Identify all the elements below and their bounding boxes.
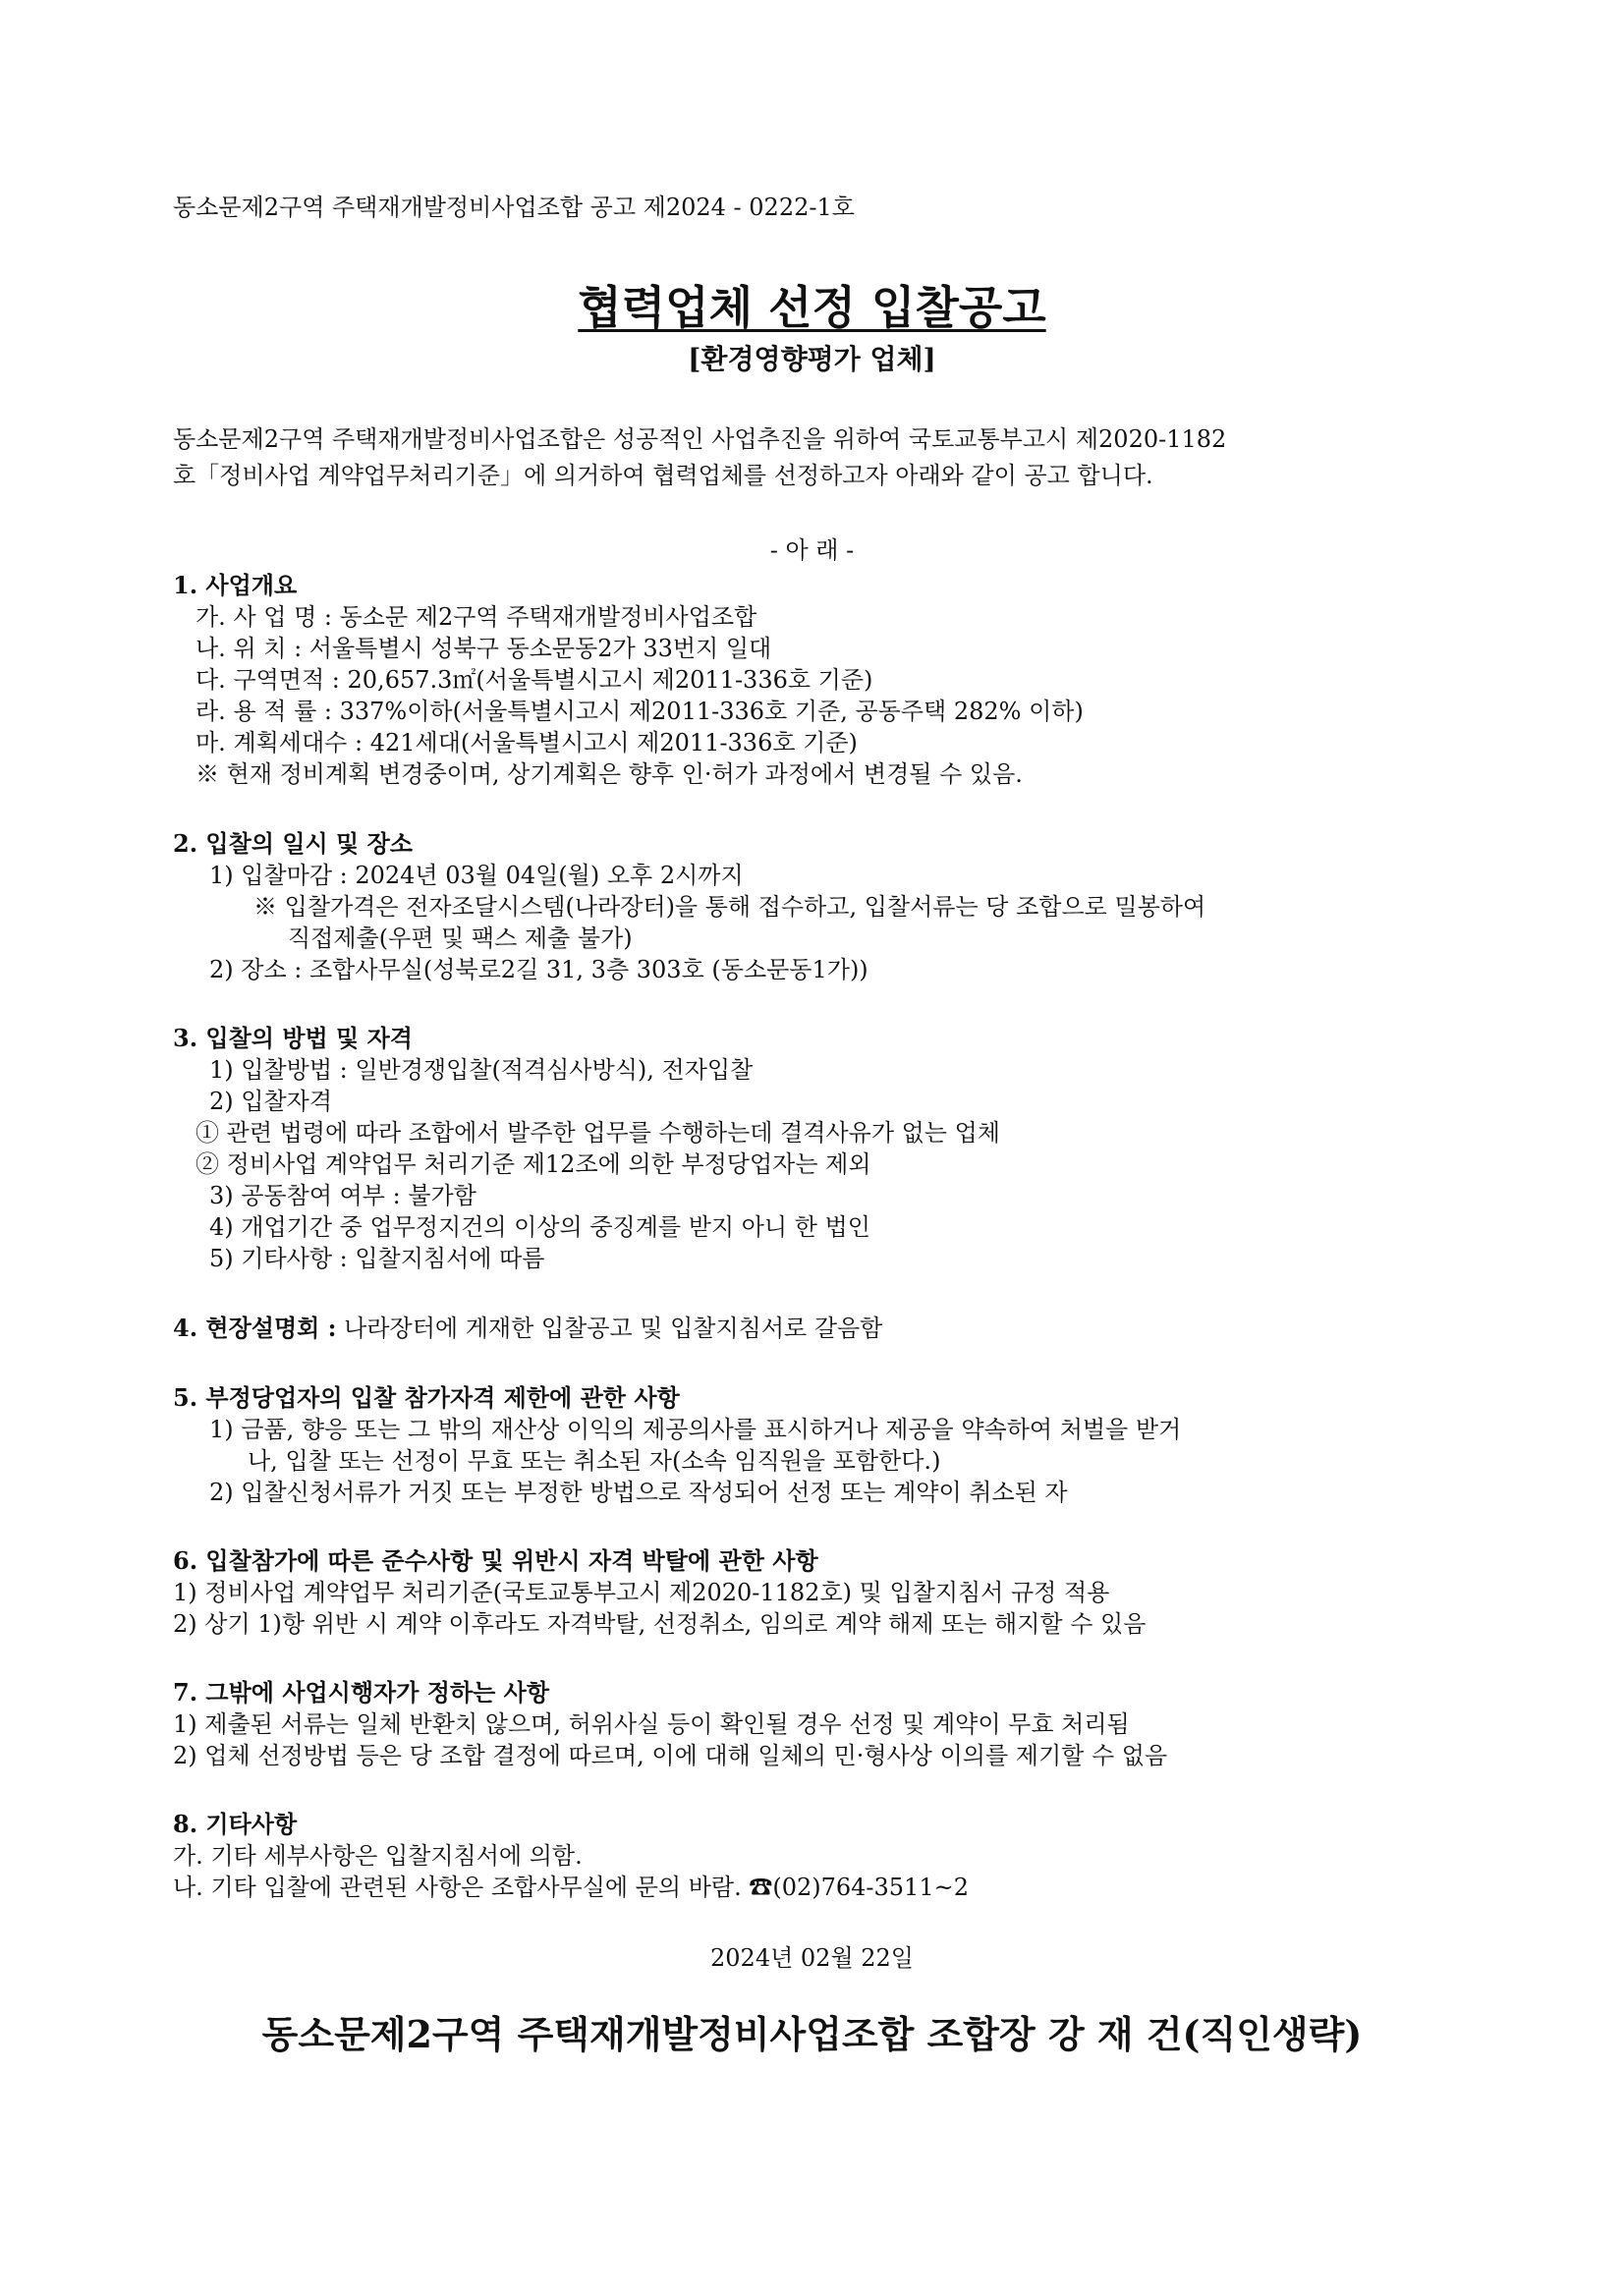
section-heading: 2. 입찰의 일시 및 장소 (173, 829, 413, 858)
section-heading: 7. 그밖에 사업시행자가 정하는 사항 (173, 1678, 550, 1707)
section-note: ※ 입찰가격은 전자조달시스템(나라장터)을 통해 접수하고, 입찰서류는 당 조합으로 밀봉하여 (253, 893, 1206, 921)
section-item: 나. 위 치 : 서울특별시 성북구 동소문동2가 33번지 일대 (196, 635, 772, 662)
section-item: 라. 용 적 률 : 337%이하(서울특별시고시 제2011-336호 기준, 공동주택 282% 이하) (196, 698, 1084, 725)
section-subitem: ① 관련 법령에 따라 조합에서 발주한 업무를 수행하는데 결격사유가 없는 업체 (196, 1119, 1000, 1147)
section-item: 2) 입찰신청서류가 거짓 또는 부정한 방법으로 작성되어 선정 또는 계약이 취소된 자 (209, 1479, 1068, 1506)
document-title-text: 협력업체 선정 입찰공고 (578, 281, 1046, 334)
section-heading: 1. 사업개요 (173, 571, 298, 599)
section-item: 5) 기타사항 : 입찰지침서에 따름 (209, 1245, 545, 1272)
section-item: 4) 개업기간 중 업무정지건의 이상의 중징계를 받지 아니 한 법인 (209, 1213, 870, 1241)
signature-line: 동소문제2구역 주택재개발정비사업조합 조합장 강 재 건(직인생략) (261, 2012, 1363, 2056)
section-item: 나. 기타 입찰에 관련된 사항은 조합사무실에 문의 바람. ☎(02)764-3511~2 (173, 1874, 969, 1901)
document-subtitle: [환경영향평가 업체] (688, 343, 936, 375)
section-item: 1) 입찰방법 : 일반경쟁입찰(적격심사방식), 전자입찰 (209, 1056, 754, 1084)
section-item: 1) 입찰마감 : 2024년 03월 04일(월) 오후 2시까지 (209, 862, 744, 889)
section-item: 2) 업체 선정방법 등은 당 조합 결정에 따르며, 이에 대해 일체의 민·형사상 이의를 제기할 수 없음 (173, 1742, 1168, 1769)
section-heading: 3. 입찰의 방법 및 자격 (173, 1024, 413, 1052)
section-item: 1) 정비사업 계약업무 처리기준(국토교통부고시 제2020-1182호) 및 입찰지침서 규정 적용 (173, 1579, 1110, 1606)
section-heading: 5. 부정당업자의 입찰 참가자격 제한에 관한 사항 (173, 1383, 680, 1412)
section-item-continued: 나, 입찰 또는 선정이 무효 또는 취소된 자(소속 임직원을 포함한다.) (248, 1447, 941, 1475)
section-item: 2) 상기 1)항 위반 시 계약 이후라도 자격박탈, 선정취소, 임의로 계약 해제 또는 해지할 수 있음 (173, 1610, 1147, 1638)
section-4-line (173, 1314, 882, 1343)
section-note-continued: 직접제출(우편 및 팩스 제출 불가) (288, 924, 633, 952)
below-mark: - 아 래 - (769, 536, 855, 564)
section-item: 가. 기타 세부사항은 입찰지침서에 의함. (173, 1842, 583, 1870)
document-title (0, 280, 1624, 335)
section-subitem: ② 정비사업 계약업무 처리기준 제12조에 의한 부정당업자는 제외 (196, 1150, 871, 1178)
section-item: 3) 공동참여 여부 : 불가함 (209, 1182, 476, 1209)
announcement-date: 2024년 02월 22일 (710, 1944, 914, 1972)
section-item: 마. 계획세대수 : 421세대(서울특별시고시 제2011-336호 기준) (196, 729, 858, 756)
section-text: 나라장터에 게재한 입찰공고 및 입찰지침서로 갈음함 (336, 1315, 883, 1342)
intro-line: 동소문제2구역 주택재개발정비사업조합은 성공적인 사업추진을 위하여 국토교통부고시 제2020-1182 (173, 425, 1227, 453)
notice-number: 동소문제2구역 주택재개발정비사업조합 공고 제2024 - 0222-1호 (173, 194, 855, 221)
section-heading: 4. 현장설명회 : (173, 1314, 337, 1342)
section-heading: 8. 기타사항 (173, 1810, 298, 1838)
intro-line: 호「정비사업 계약업무처리기준」에 의거하여 협력업체를 선정하고자 아래와 같이 공고 합니다. (173, 462, 1153, 489)
section-heading: 6. 입찰참가에 따른 준수사항 및 위반시 자격 박탈에 관한 사항 (173, 1546, 818, 1575)
section-item: 2) 장소 : 조합사무실(성북로2길 31, 3층 303호 (동소문동1가)) (209, 956, 868, 983)
section-item: 2) 입찰자격 (209, 1088, 332, 1115)
section-item: 1) 제출된 서류는 일체 반환치 않으며, 허위사실 등이 확인될 경우 선정 및 계약이 무효 처리됨 (173, 1710, 1130, 1738)
section-item: 가. 사 업 명 : 동소문 제2구역 주택재개발정비사업조합 (196, 603, 757, 631)
section-item: 다. 구역면적 : 20,657.3㎡(서울특별시고시 제2011-336호 기준) (196, 666, 873, 694)
section-item: 1) 금품, 향응 또는 그 밖의 재산상 이익의 제공의사를 표시하거나 제공을 약속하여 처벌을 받거 (209, 1416, 1182, 1443)
section-note: ※ 현재 정비계획 변경중이며, 상기계획은 향후 인·허가 과정에서 변경될 수 있음. (196, 760, 1023, 788)
